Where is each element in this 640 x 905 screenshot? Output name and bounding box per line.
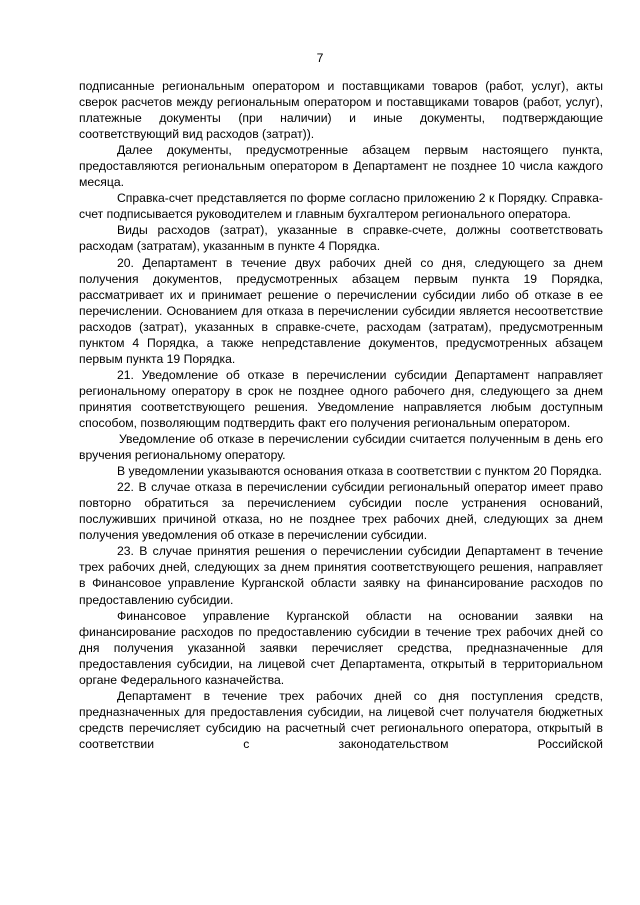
paragraph-item-22: 22. В случае отказа в перечислении субсидии региональный оператор имеет право повторно обратиться за перечислением субсидии после устранения оснований, послуживших причиной отказа, но не позднее трех рабочих дней, следующих за днем получения уведомления об отказе в перечислении субсидии. (79, 480, 603, 543)
paragraph-notice-received: Уведомление об отказе в перечислении субсидии считается полученным в день его вручения региональному оператору. (79, 432, 603, 463)
paragraph-department-transfer: Департамент в течение трех рабочих дней со дня поступления средств, предназначенных для предоставления субсидии, на лицевой счет получателя бюджетных средств перечисляет субсидию на расчетный счет регионального оператора, открытый в соответствии с законодательством Российской (79, 688, 603, 751)
document-body (79, 78, 603, 752)
paragraph-continuation: подписанные региональным оператором и поставщиками товаров (работ, услуг), акты сверок расчетов между региональным оператором и поставщиками товаров (работ, услуг), платежные документы (при наличии) и иные документы, подтверждающие соответствующий вид расходов (затрат)). (79, 79, 603, 142)
paragraph-item-23: 23. В случае принятия решения о перечислении субсидии Департамент в течение трех рабочих дней, следующих за днем принятия соответствующего решения, направляет в Финансовое управление Курганской области заявку на финансирование расходов по предоставлению субсидии. (79, 544, 603, 607)
paragraph-item-20: 20. Департамент в течение двух рабочих дней со дня, следующего за днем получения документов, предусмотренных абзацем первым пункта 19 Порядка, рассматривает их и принимает решение о перечислении субсидии либо об отказе в ее перечислении. Основанием для отказа в перечислении субсидии является несоответствие расходов (затрат), указанных в справке-счете, расходам (затратам), предусмотренным пунктом 4 Порядка, а также непредставление документов, предусмотренных абзацем первым пункта 19 Порядка. (79, 255, 603, 366)
paragraph-financial-department: Финансовое управление Курганской области на основании заявки на финансирование расходов по предоставлению субсидии в течение трех рабочих дней со дня получения указанной заявки перечисляет средства, предназначенные для предоставления субсидии, на лицевой счет Департамента, открытый в территориальном органе Федерального казначейства. (79, 608, 603, 687)
paragraph-notice-grounds: В уведомлении указываются основания отказа в соответствии с пунктом 20 Порядка. (117, 464, 602, 479)
paragraph-expense-types: Виды расходов (затрат), указанные в справке-счете, должны соответствовать расходам (затратам), указанным в пункте 4 Порядка. (79, 223, 603, 254)
page-number: 7 (316, 51, 324, 65)
paragraph-invoice-form: Справка-счет представляется по форме согласно приложению 2 к Порядку. Справка-счет подписывается руководителем и главным бухгалтером регионального оператора. (79, 191, 603, 222)
paragraph-item-21: 21. Уведомление об отказе в перечислении субсидии Департамент направляет региональному оператору в срок не позднее одного рабочего дня, следующего за днем принятия соответствующего решения. Уведомление направляется любым доступным способом, позволяющим подтвердить факт его получения региональным оператором. (79, 367, 603, 430)
paragraph-documents-submission: Далее документы, предусмотренные абзацем первым настоящего пункта, предоставляются региональным оператором в Департамент не позднее 10 числа каждого месяца. (79, 143, 603, 190)
